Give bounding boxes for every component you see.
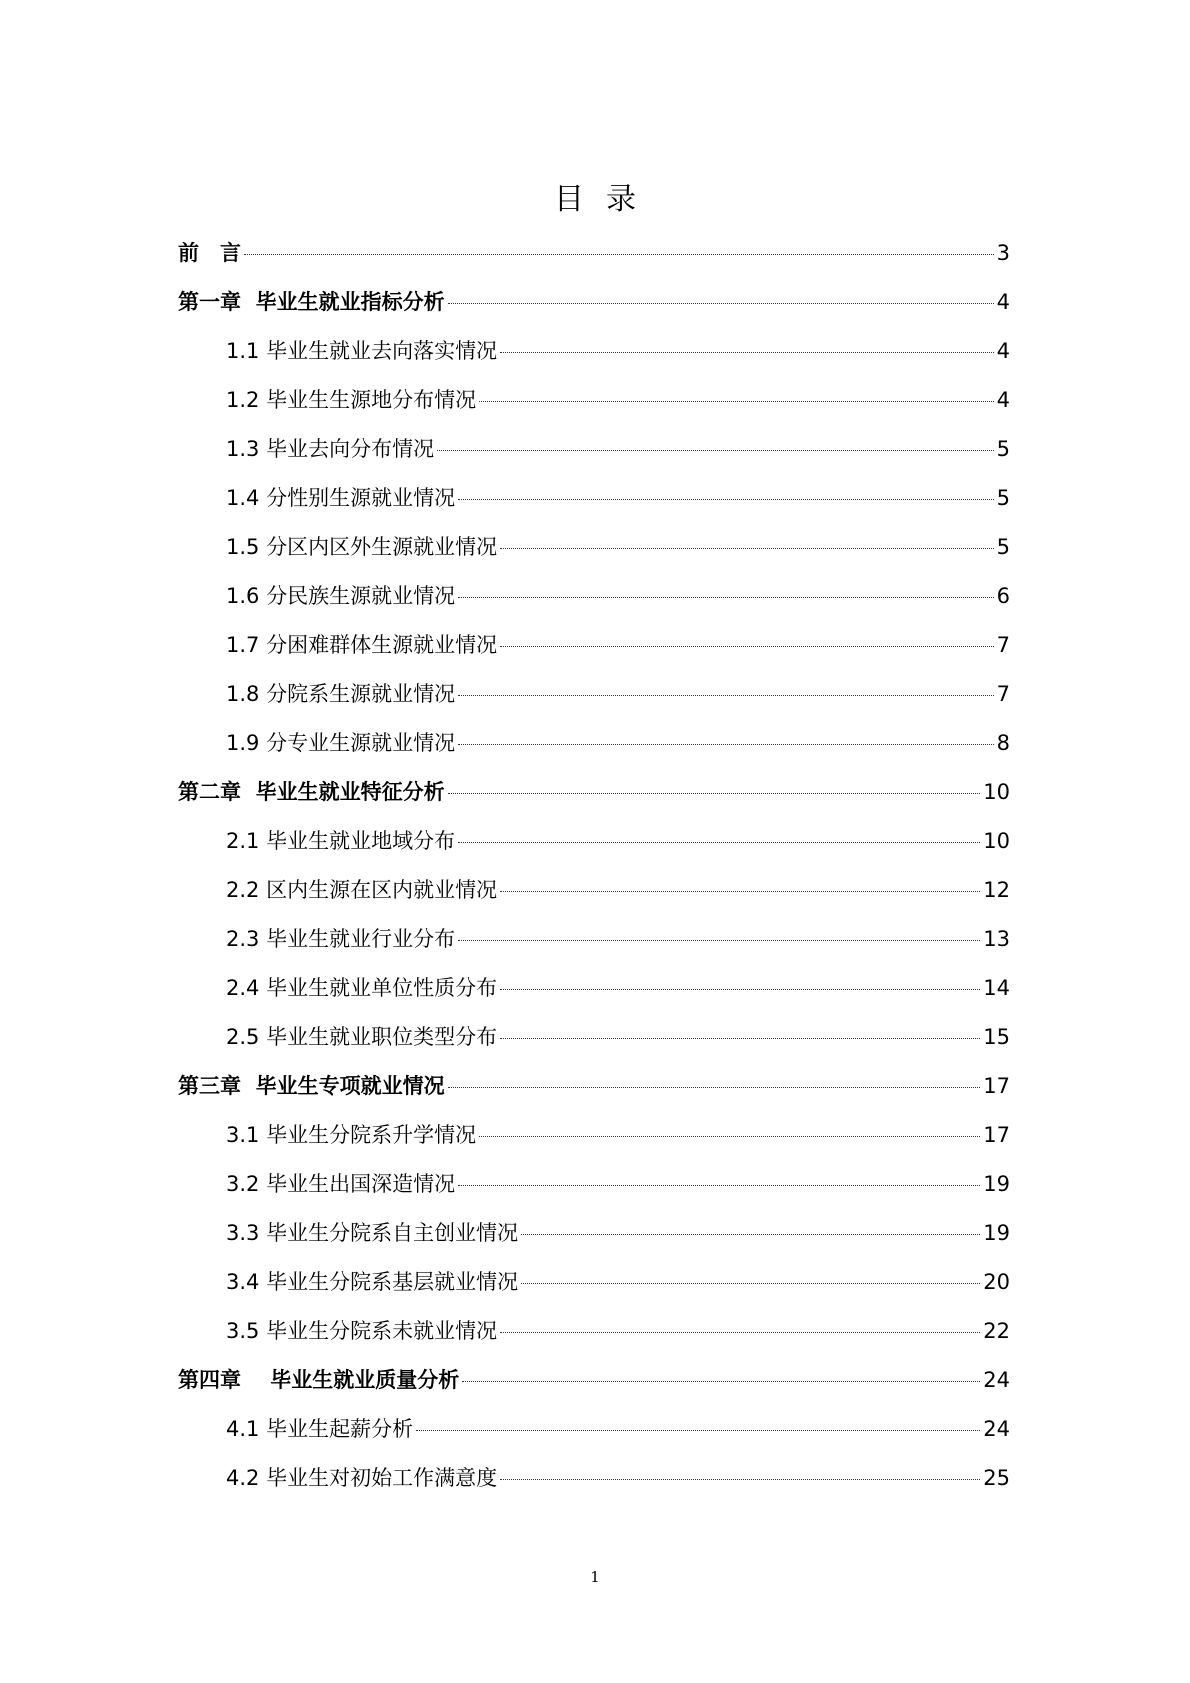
toc-dot-leader [458,499,994,500]
toc-entry-label: 1.1 毕业生就业去向落实情况 [226,339,498,363]
toc-entry-label: 1.6 分民族生源就业情况 [226,584,456,608]
toc-entry-label: 2.4 毕业生就业单位性质分布 [226,976,498,1000]
toc-section-entry[interactable] [178,728,1010,777]
toc-entry-page-number: 20 [983,1270,1010,1294]
toc-entry-label: 第一章 毕业生就业指标分析 [178,290,445,314]
toc-entry-page-number: 17 [983,1123,1010,1147]
toc-entry-page-number: 15 [983,1025,1010,1049]
toc-dot-leader [437,450,994,451]
toc-section-entry[interactable] [178,385,1010,434]
toc-section-entry[interactable] [178,973,1010,1022]
toc-section-entry[interactable] [178,1463,1010,1512]
toc-dot-leader [479,401,994,402]
toc-dot-leader [500,1332,980,1333]
toc-entry-label: 3.4 毕业生分院系基层就业情况 [226,1270,519,1294]
toc-entry-page-number: 12 [983,878,1010,902]
toc-entry-page-number: 4 [996,339,1010,363]
toc-entry-page-number: 7 [996,682,1010,706]
page-number: 1 [590,1568,600,1586]
toc-entry-page-number: 19 [983,1172,1010,1196]
toc-chapter-entry[interactable] [178,1071,1010,1120]
toc-section-entry[interactable] [178,924,1010,973]
toc-section-entry[interactable] [178,1316,1010,1365]
toc-entry-page-number: 14 [983,976,1010,1000]
toc-entry-page-number: 10 [983,780,1010,804]
toc-entry-page-number: 3 [996,241,1010,265]
toc-section-entry[interactable] [178,581,1010,630]
toc-entry-label: 2.1 毕业生就业地域分布 [226,829,456,853]
toc-entry-label: 1.5 分区内区外生源就业情况 [226,535,498,559]
toc-chapter-entry[interactable] [178,238,1010,287]
toc-section-entry[interactable] [178,679,1010,728]
toc-dot-leader [521,1283,980,1284]
toc-section-entry[interactable] [178,1414,1010,1463]
toc-entry-page-number: 13 [983,927,1010,951]
toc-entry-label: 前 言 [178,241,241,265]
toc-entry-label: 第四章 毕业生就业质量分析 [178,1368,460,1392]
toc-section-entry[interactable] [178,336,1010,385]
toc-entry-page-number: 5 [996,437,1010,461]
toc-section-entry[interactable] [178,826,1010,875]
toc-dot-leader [500,1038,980,1039]
toc-entry-label: 2.2 区内生源在区内就业情况 [226,878,498,902]
toc-dot-leader [458,940,980,941]
toc-entry-page-number: 17 [983,1074,1010,1098]
toc-dot-leader [500,989,980,990]
toc-section-entry[interactable] [178,483,1010,532]
toc-dot-leader [521,1234,980,1235]
toc-section-entry[interactable] [178,1022,1010,1071]
toc-chapter-entry[interactable] [178,777,1010,826]
toc-entry-label: 1.9 分专业生源就业情况 [226,731,456,755]
toc-dot-leader [416,1430,980,1431]
toc-entry-page-number: 22 [983,1319,1010,1343]
toc-entry-label: 1.3 毕业去向分布情况 [226,437,435,461]
toc-entry-label: 4.2 毕业生对初始工作满意度 [226,1466,498,1490]
toc-entry-page-number: 7 [996,633,1010,657]
toc-dot-leader [500,548,994,549]
toc-dot-leader [500,646,994,647]
toc-entry-page-number: 5 [996,535,1010,559]
toc-dot-leader [458,1185,980,1186]
toc-dot-leader [500,1479,980,1480]
toc-title: 目录 [554,182,658,217]
toc-dot-leader [458,695,994,696]
toc-entry-label: 1.4 分性别生源就业情况 [226,486,456,510]
toc-dot-leader [500,891,980,892]
toc-section-entry[interactable] [178,1267,1010,1316]
toc-dot-leader [479,1136,980,1137]
toc-entry-page-number: 24 [983,1368,1010,1392]
toc-entry-label: 1.2 毕业生生源地分布情况 [226,388,477,412]
toc-entry-page-number: 8 [996,731,1010,755]
toc-entry-page-number: 24 [983,1417,1010,1441]
toc-list [178,238,1010,1512]
toc-entry-label: 1.8 分院系生源就业情况 [226,682,456,706]
toc-dot-leader [244,254,994,255]
toc-section-entry[interactable] [178,1218,1010,1267]
toc-section-entry[interactable] [178,434,1010,483]
toc-entry-page-number: 25 [983,1466,1010,1490]
toc-dot-leader [448,1087,981,1088]
toc-entry-page-number: 6 [996,584,1010,608]
toc-dot-leader [462,1381,980,1382]
toc-chapter-entry[interactable] [178,287,1010,336]
toc-entry-label: 4.1 毕业生起薪分析 [226,1417,414,1441]
toc-chapter-entry[interactable] [178,1365,1010,1414]
toc-entry-label: 1.7 分困难群体生源就业情况 [226,633,498,657]
toc-entry-label: 3.2 毕业生出国深造情况 [226,1172,456,1196]
toc-entry-page-number: 5 [996,486,1010,510]
toc-section-entry[interactable] [178,630,1010,679]
toc-entry-page-number: 19 [983,1221,1010,1245]
toc-entry-label: 2.5 毕业生就业职位类型分布 [226,1025,498,1049]
toc-section-entry[interactable] [178,1120,1010,1169]
toc-entry-page-number: 4 [996,290,1010,314]
toc-dot-leader [458,744,994,745]
toc-entry-label: 3.5 毕业生分院系未就业情况 [226,1319,498,1343]
toc-entry-label: 3.1 毕业生分院系升学情况 [226,1123,477,1147]
toc-entry-label: 2.3 毕业生就业行业分布 [226,927,456,951]
toc-entry-label: 第三章 毕业生专项就业情况 [178,1074,445,1098]
toc-entry-page-number: 4 [996,388,1010,412]
toc-section-entry[interactable] [178,1169,1010,1218]
toc-dot-leader [448,303,994,304]
toc-entry-page-number: 10 [983,829,1010,853]
toc-dot-leader [458,842,980,843]
toc-section-entry[interactable] [178,532,1010,581]
toc-section-entry[interactable] [178,875,1010,924]
toc-dot-leader [500,352,994,353]
toc-entry-label: 第二章 毕业生就业特征分析 [178,780,445,804]
toc-dot-leader [448,793,981,794]
toc-dot-leader [458,597,994,598]
toc-entry-label: 3.3 毕业生分院系自主创业情况 [226,1221,519,1245]
